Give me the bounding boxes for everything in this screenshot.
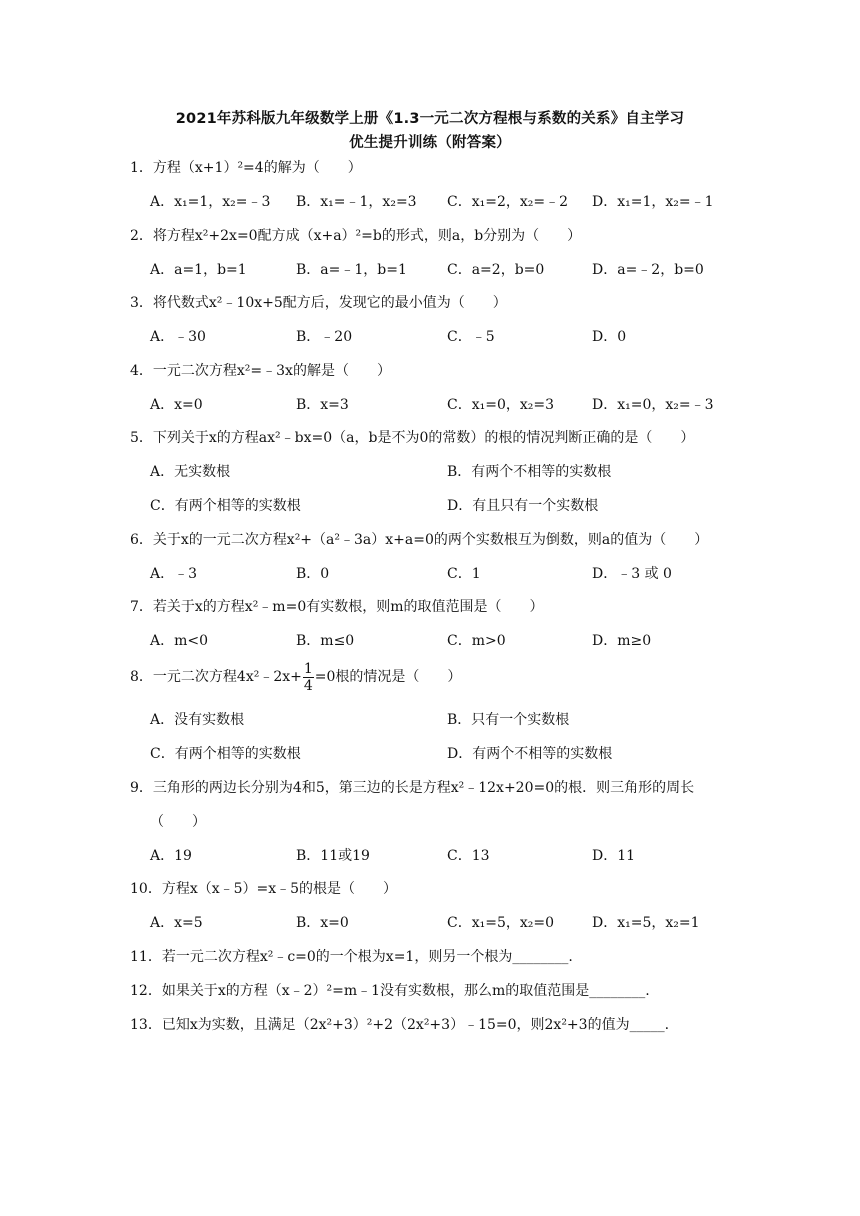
question-4-option-c: C．x₁=0，x₂=3: [447, 397, 555, 413]
question-2-option-c: C．a=2，b=0: [447, 262, 545, 278]
question-9-option-b: B．11或19: [296, 848, 370, 864]
question-13-stem: 13．已知x为实数，且满足（2x²+3）²+2（2x²+3）﹣15=0，则2x²+3的值为_____.: [130, 1017, 670, 1033]
question-5-option-c: C．有两个相等的实数根: [150, 498, 301, 514]
question-8-stem: [130, 661, 461, 693]
question-10-option-a: A．x=5: [150, 915, 203, 931]
question-12-stem: 12．如果关于x的方程（x﹣2）²=m﹣1没有实数根，那么m的取值范围是________.: [130, 983, 650, 999]
question-6-option-b: B．0: [296, 566, 330, 582]
question-7-option-a: A．m<0: [150, 633, 209, 649]
question-6-option-a: A．﹣3: [150, 566, 198, 582]
question-5-option-d: D．有且只有一个实数根: [447, 498, 599, 514]
question-8-option-b: B．只有一个实数根: [447, 712, 570, 728]
question-1-option-a: A．x₁=1，x₂=﹣3: [150, 194, 271, 210]
question-1-option-d: D．x₁=1，x₂=﹣1: [592, 194, 714, 210]
document-title-line-2: 优生提升训练（附答案）: [349, 135, 511, 151]
question-4-option-a: A．x=0: [150, 397, 203, 413]
question-9-stem-continuation: （ ）: [150, 814, 206, 830]
document-title-line-1: 2021年苏科版九年级数学上册《1.3一元二次方程根与系数的关系》自主学习: [175, 111, 685, 127]
question-7-stem: 7．若关于x的方程x²﹣m=0有实数根，则m的取值范围是（ ）: [130, 599, 544, 615]
question-8-stem-before: 8．一元二次方程4x²﹣2x+: [130, 669, 302, 685]
question-2-option-a: A．a=1，b=1: [150, 262, 247, 278]
question-8-stem-after: =0根的情况是（ ）: [314, 669, 462, 685]
question-1-stem: 1．方程（x+1）²=4的解为（ ）: [130, 160, 362, 176]
question-4-stem: 4．一元二次方程x²=﹣3x的解是（ ）: [130, 363, 391, 379]
question-3-option-d: D．0: [592, 329, 627, 345]
question-9-option-d: D．11: [592, 848, 636, 864]
question-10-option-c: C．x₁=5，x₂=0: [447, 915, 555, 931]
question-10-option-d: D．x₁=5，x₂=1: [592, 915, 700, 931]
question-3-option-c: C．﹣5: [447, 329, 495, 345]
question-5-option-a: A．无实数根: [150, 464, 231, 480]
fraction-one-quarter: [303, 662, 314, 693]
question-10-option-b: B．x=0: [296, 915, 349, 931]
question-9-option-a: A．19: [150, 848, 192, 864]
question-1-option-c: C．x₁=2，x₂=﹣2: [447, 194, 569, 210]
question-2-stem: 2．将方程x²+2x=0配方成（x+a）²=b的形式，则a，b分别为（ ）: [130, 228, 582, 244]
question-8-option-a: A．没有实数根: [150, 712, 245, 728]
question-8-option-c: C．有两个相等的实数根: [150, 746, 301, 762]
question-3-option-a: A．﹣30: [150, 329, 206, 345]
question-2-option-b: B．a=﹣1，b=1: [296, 262, 407, 278]
question-11-stem: 11．若一元二次方程x²﹣c=0的一个根为x=1，则另一个根为________.: [130, 949, 573, 965]
fraction-numerator: 1: [303, 660, 313, 677]
question-7-option-d: D．m≥0: [592, 633, 652, 649]
question-4-option-b: B．x=3: [296, 397, 349, 413]
question-1-option-b: B．x₁=﹣1，x₂=3: [296, 194, 417, 210]
question-6-option-d: D．﹣3 或 0: [592, 566, 672, 582]
question-2-option-d: D．a=﹣2，b=0: [592, 262, 704, 278]
question-6-option-c: C．1: [447, 566, 481, 582]
question-5-stem: 5．下列关于x的方程ax²﹣bx=0（a，b是不为0的常数）的根的情况判断正确的是（ ）: [130, 430, 695, 446]
question-5-option-b: B．有两个不相等的实数根: [447, 464, 612, 480]
question-7-option-b: B．m≤0: [296, 633, 355, 649]
fraction-denominator: 4: [303, 677, 313, 694]
question-9-stem: 9．三角形的两边长分别为4和5，第三边的长是方程x²﹣12x+20=0的根．则三角形的周长: [130, 780, 695, 796]
question-6-stem: 6．关于x的一元二次方程x²+（a²﹣3a）x+a=0的两个实数根互为倒数，则a的值为（ ）: [130, 532, 709, 548]
question-10-stem: 10．方程x（x﹣5）=x﹣5的根是（ ）: [130, 881, 398, 897]
question-9-option-c: C．13: [447, 848, 490, 864]
question-4-option-d: D．x₁=0，x₂=﹣3: [592, 397, 714, 413]
question-3-stem: 3．将代数式x²﹣10x+5配方后，发现它的最小值为（ ）: [130, 295, 507, 311]
question-8-option-d: D．有两个不相等的实数根: [447, 746, 613, 762]
question-3-option-b: B．﹣20: [296, 329, 353, 345]
question-7-option-c: C．m>0: [447, 633, 506, 649]
